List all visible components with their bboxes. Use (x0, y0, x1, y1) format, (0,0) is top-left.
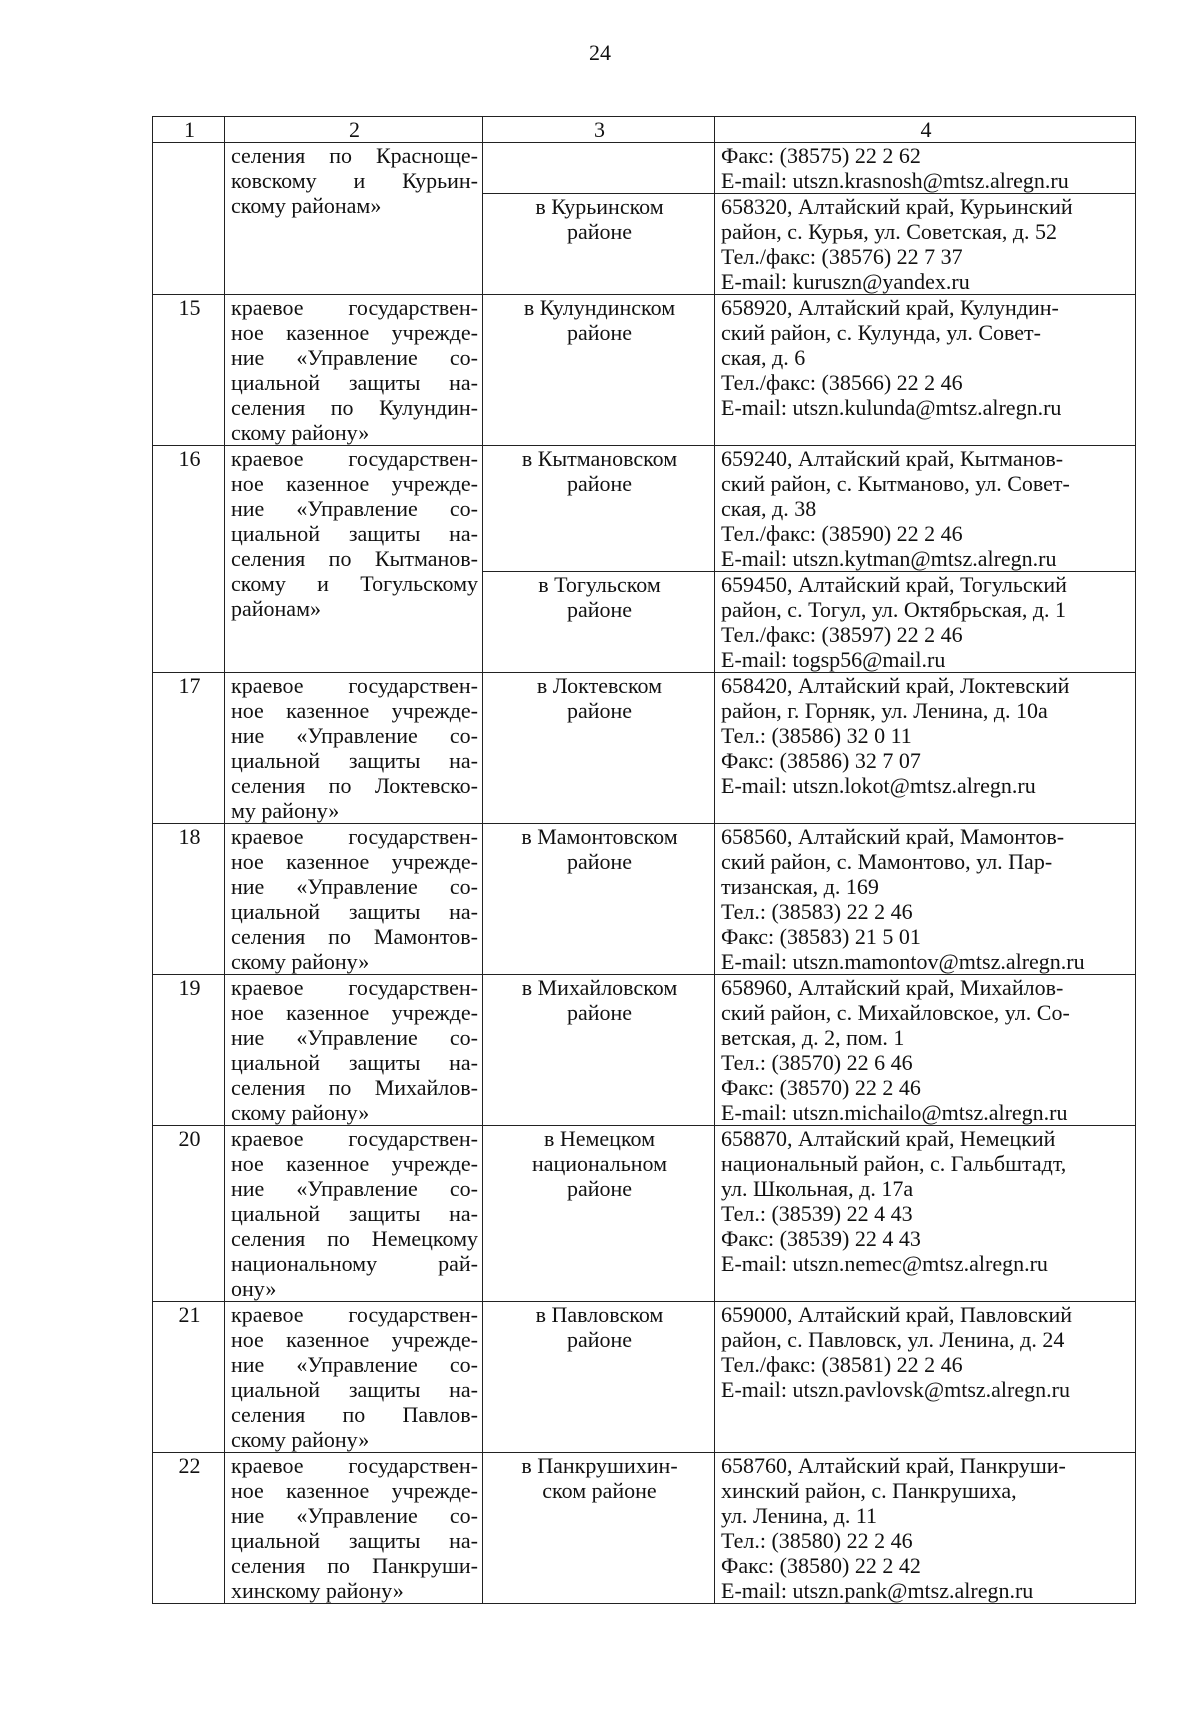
table-row (153, 1126, 1136, 1302)
text-line: селения по Панкруши- (231, 1553, 478, 1578)
text-line: ное казенное учрежде- (231, 471, 478, 496)
text-line: ние «Управление со- (231, 496, 478, 521)
text-line: национальный район, с. Гальбштадт, (721, 1151, 1067, 1176)
text-line: краевое государствен- (231, 673, 478, 698)
address-cell (715, 1453, 1136, 1604)
organization-cell (225, 446, 483, 673)
text-line: циальной защиты на- (231, 1050, 478, 1075)
text-line: E-mail: utszn.lokot@mtsz.alregn.ru (721, 773, 1036, 798)
text-line: ветская, д. 2, пом. 1 (721, 1025, 905, 1050)
text-line: скому району» (231, 949, 370, 974)
text-line: хинский район, с. Панкрушиха, (721, 1478, 1017, 1503)
text-line: районам» (231, 596, 321, 621)
address-cell (715, 194, 1136, 295)
text-line: ние «Управление со- (231, 874, 478, 899)
text-line: 659000, Алтайский край, Павловский (721, 1302, 1073, 1327)
address-cell (715, 1302, 1136, 1453)
text-line: 658920, Алтайский край, Кулундин- (721, 295, 1059, 320)
organization-cell (225, 673, 483, 824)
text-line: циальной защиты на- (231, 899, 478, 924)
text-line: ону» (231, 1276, 277, 1301)
text-line: в Павловском (535, 1302, 664, 1327)
text-line: Факс: (38580) 22 2 42 (721, 1553, 921, 1578)
text-line: Факс: (38539) 22 4 43 (721, 1226, 921, 1251)
text-line: в Курьинском (535, 194, 664, 219)
text-line: ние «Управление со- (231, 1352, 478, 1377)
text-line: селения по Локтевско- (231, 773, 478, 798)
text-line: E-mail: utszn.kytman@mtsz.alregn.ru (721, 546, 1057, 571)
text-line: краевое государствен- (231, 1302, 478, 1327)
row-number-cell: 22 (153, 1453, 225, 1604)
text-line: селения по Михайлов- (231, 1075, 478, 1100)
text-line: ное казенное учрежде- (231, 320, 478, 345)
text-line: ковскому и Курьин- (231, 168, 478, 193)
text-line: хинскому району» (231, 1578, 404, 1603)
text-line: Тел./факс: (38590) 22 2 46 (721, 521, 963, 546)
text-line: ние «Управление со- (231, 1025, 478, 1050)
text-line: районе (566, 471, 633, 496)
text-line: скому району» (231, 1427, 370, 1452)
text-line: 658960, Алтайский край, Михайлов- (721, 975, 1064, 1000)
text-line: краевое государствен- (231, 295, 478, 320)
address-cell (715, 824, 1136, 975)
text-line: ное казенное учрежде- (231, 1327, 478, 1352)
text-line: ская, д. 6 (721, 345, 806, 370)
text-line: тизанская, д. 169 (721, 874, 879, 899)
table-row (153, 673, 1136, 824)
text-line: районе (566, 219, 633, 244)
text-line: в Мамонтовском (521, 824, 678, 849)
text-line: районе (566, 1327, 633, 1352)
text-line: в Михайловском (521, 975, 678, 1000)
text-line: E-mail: utszn.michailo@mtsz.alregn.ru (721, 1100, 1068, 1125)
text-line: Факс: (38570) 22 2 46 (721, 1075, 921, 1100)
text-line: ская, д. 38 (721, 496, 817, 521)
text-line: ул. Ленина, д. 11 (721, 1503, 878, 1528)
text-line: селения по Кытманов- (231, 546, 478, 571)
text-line: Тел.: (38583) 22 2 46 (721, 899, 913, 924)
address-cell (715, 143, 1136, 194)
text-line: в Локтевском (536, 673, 663, 698)
text-line: ное казенное учрежде- (231, 698, 478, 723)
row-number-cell: 21 (153, 1302, 225, 1453)
text-line: Тел./факс: (38597) 22 2 46 (721, 622, 963, 647)
text-line: Тел./факс: (38566) 22 2 46 (721, 370, 963, 395)
organization-cell (225, 824, 483, 975)
row-number-cell: 18 (153, 824, 225, 975)
text-line: ул. Школьная, д. 17а (721, 1176, 914, 1201)
text-line: в Панкрушихин- (521, 1453, 678, 1478)
header-cell: 4 (715, 117, 1136, 143)
table-row (153, 1453, 1136, 1604)
text-line: ский район, с. Мамонтово, ул. Пар- (721, 849, 1053, 874)
text-line: 658320, Алтайский край, Курьинский (721, 194, 1073, 219)
text-line: район, г. Горняк, ул. Ленина, д. 10а (721, 698, 1048, 723)
text-line: в Кытмановском (521, 446, 678, 471)
row-number-cell: 20 (153, 1126, 225, 1302)
text-line: 659450, Алтайский край, Тогульский (721, 572, 1067, 597)
text-line: селения по Немецкому (231, 1226, 478, 1251)
location-cell (483, 824, 715, 975)
table-row (153, 824, 1136, 975)
text-line: 658420, Алтайский край, Локтевский (721, 673, 1070, 698)
header-cell: 2 (225, 117, 483, 143)
text-line: скому району» (231, 1100, 370, 1125)
text-line: 658870, Алтайский край, Немецкий (721, 1126, 1056, 1151)
organization-cell (225, 295, 483, 446)
text-line: Тел.: (38539) 22 4 43 (721, 1201, 913, 1226)
text-line: циальной защиты на- (231, 1377, 478, 1402)
text-line: E-mail: utszn.pavlovsk@mtsz.alregn.ru (721, 1377, 1070, 1402)
address-cell (715, 1126, 1136, 1302)
text-line: циальной защиты на- (231, 1201, 478, 1226)
text-line: ние «Управление со- (231, 1503, 478, 1528)
text-line: районе (566, 320, 633, 345)
text-line: краевое государствен- (231, 975, 478, 1000)
text-line: в Кулундинском (523, 295, 676, 320)
location-cell (483, 673, 715, 824)
row-number-cell (153, 143, 225, 295)
text-line: E-mail: utszn.krasnosh@mtsz.alregn.ru (721, 168, 1069, 193)
location-cell (483, 1126, 715, 1302)
text-line: район, с. Курья, ул. Советская, д. 52 (721, 219, 1058, 244)
text-line: ский район, с. Кулунда, ул. Совет- (721, 320, 1041, 345)
text-line: ное казенное учрежде- (231, 1478, 478, 1503)
text-line: Факс: (38583) 21 5 01 (721, 924, 921, 949)
text-line: циальной защиты на- (231, 748, 478, 773)
text-line: 658560, Алтайский край, Мамонтов- (721, 824, 1065, 849)
text-line: ние «Управление со- (231, 345, 478, 370)
text-line: циальной защиты на- (231, 370, 478, 395)
text-line: районе (566, 849, 633, 874)
page-number: 24 (589, 40, 611, 65)
location-cell (483, 295, 715, 446)
text-line: 658760, Алтайский край, Панкруши- (721, 1453, 1066, 1478)
table-row (153, 446, 1136, 572)
organization-cell (225, 1302, 483, 1453)
location-cell (483, 143, 715, 194)
text-line: E-mail: utszn.mamontov@mtsz.alregn.ru (721, 949, 1085, 974)
text-line: в Тогульском (538, 572, 661, 597)
text-line: E-mail: togsp56@mail.ru (721, 647, 946, 672)
address-cell (715, 446, 1136, 572)
text-line: краевое государствен- (231, 1126, 478, 1151)
organization-cell (225, 975, 483, 1126)
text-line: ский район, с. Михайловское, ул. Со- (721, 1000, 1070, 1025)
location-cell (483, 194, 715, 295)
text-line: краевое государствен- (231, 446, 478, 471)
text-line: ском районе (542, 1478, 657, 1503)
text-line: селения по Кулундин- (231, 395, 478, 420)
text-line: E-mail: utszn.nemec@mtsz.alregn.ru (721, 1251, 1048, 1276)
institutions-table (152, 116, 1136, 1604)
address-cell (715, 295, 1136, 446)
address-cell (715, 975, 1136, 1126)
text-line: Факс: (38586) 32 7 07 (721, 748, 921, 773)
text-line: район, с. Павловск, ул. Ленина, д. 24 (721, 1327, 1065, 1352)
text-line: ский район, с. Кытманово, ул. Совет- (721, 471, 1070, 496)
text-line: Тел./факс: (38581) 22 2 46 (721, 1352, 963, 1377)
text-line: циальной защиты на- (231, 521, 478, 546)
location-cell (483, 572, 715, 673)
address-cell (715, 572, 1136, 673)
header-cell: 1 (153, 117, 225, 143)
text-line: E-mail: kuruszn@yandex.ru (721, 269, 970, 294)
text-line: национальном (531, 1151, 668, 1176)
text-line: районе (566, 597, 633, 622)
table-row (153, 975, 1136, 1126)
row-number-cell: 17 (153, 673, 225, 824)
text-line: ное казенное учрежде- (231, 849, 478, 874)
text-line: E-mail: utszn.pank@mtsz.alregn.ru (721, 1578, 1034, 1603)
table-header-row (153, 117, 1136, 143)
organization-cell (225, 143, 483, 295)
text-line: 659240, Алтайский край, Кытманов- (721, 446, 1064, 471)
text-line: ние «Управление со- (231, 1176, 478, 1201)
table-row (153, 143, 1136, 194)
text-line: ние «Управление со- (231, 723, 478, 748)
row-number-cell: 19 (153, 975, 225, 1126)
text-line: в Немецком (543, 1126, 656, 1151)
location-cell (483, 446, 715, 572)
text-line: Тел.: (38586) 32 0 11 (721, 723, 912, 748)
table-row (153, 295, 1136, 446)
organization-cell (225, 1126, 483, 1302)
text-line: районе (566, 1000, 633, 1025)
header-cell: 3 (483, 117, 715, 143)
table-row (153, 1302, 1136, 1453)
text-line: циальной защиты на- (231, 1528, 478, 1553)
text-line: скому и Тогульскому (231, 571, 478, 596)
text-line: Тел.: (38580) 22 2 46 (721, 1528, 913, 1553)
location-cell (483, 1453, 715, 1604)
text-line: му району» (231, 798, 340, 823)
text-line: ное казенное учрежде- (231, 1000, 478, 1025)
row-number-cell: 16 (153, 446, 225, 673)
text-line: районе (566, 1176, 633, 1201)
row-number-cell: 15 (153, 295, 225, 446)
text-line: район, с. Тогул, ул. Октябрьская, д. 1 (721, 597, 1067, 622)
text-line: Факс: (38575) 22 2 62 (721, 143, 921, 168)
organization-cell (225, 1453, 483, 1604)
text-line: ное казенное учрежде- (231, 1151, 478, 1176)
text-line: скому районам» (231, 193, 382, 218)
location-cell (483, 1302, 715, 1453)
location-cell (483, 975, 715, 1126)
text-line: селения по Павлов- (231, 1402, 478, 1427)
text-line: селения по Мамонтов- (231, 924, 478, 949)
address-cell (715, 673, 1136, 824)
text-line: Тел./факс: (38576) 22 7 37 (721, 244, 963, 269)
text-line: районе (566, 698, 633, 723)
text-line: E-mail: utszn.kulunda@mtsz.alregn.ru (721, 395, 1062, 420)
text-line: Тел.: (38570) 22 6 46 (721, 1050, 913, 1075)
text-line: скому району» (231, 420, 370, 445)
text-line: краевое государствен- (231, 824, 478, 849)
text-line: краевое государствен- (231, 1453, 478, 1478)
text-line: селения по Красноще- (231, 143, 478, 168)
text-line: национальному рай- (231, 1251, 478, 1276)
